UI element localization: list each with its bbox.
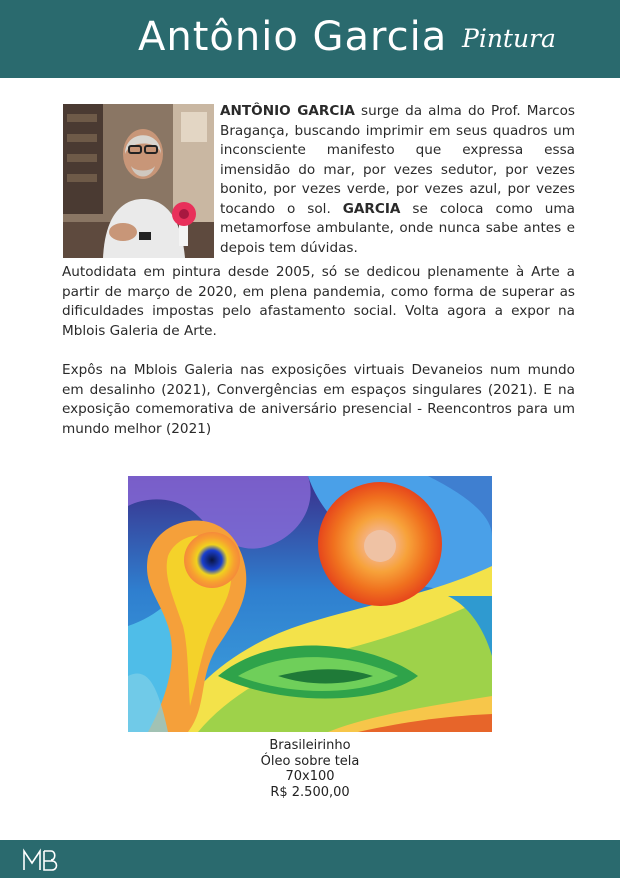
- header-bar: [0, 0, 620, 78]
- artwork-title: Brasileirinho: [269, 738, 351, 753]
- bio-text: se coloca como uma metamorfose ambulante, onde nunca sabe antes e depois tem dúvidas.: [220, 200, 575, 256]
- bio-text: surge da alma do Prof. Marcos Bragança, buscando imprimir em seus quadros um inconsciente manifesto que expressa essa imensidão do mar, por vezes sedutor, por vezes bonito, por vezes verde, por vezes azul, por vezes tocando o sol.: [220, 103, 575, 217]
- footer-bar: [0, 840, 620, 878]
- artist-surname-bold: GARCIA: [342, 200, 401, 217]
- artwork-medium: Óleo sobre tela: [260, 753, 360, 769]
- artwork-caption: [180, 738, 440, 800]
- bio-paragraph-1: [220, 102, 575, 258]
- artist-photo: [63, 104, 214, 258]
- gallery-logo: [22, 848, 62, 876]
- bio-paragraph-3: Expôs na Mblois Galeria nas exposições virtuais Devaneios num mundo em desalinho (2021), Convergências em espaços singulares (2021). E na exposição comemorativa de aniversário presencial - Reencontros para um mundo melhor (2021): [62, 362, 575, 437]
- artist-name-title: Antônio Garcia: [138, 14, 448, 60]
- artist-name-bold: ANTÔNIO GARCIA: [220, 103, 355, 119]
- artwork-dimensions: 70x100: [285, 769, 335, 784]
- category-label: Pintura: [462, 24, 556, 53]
- artwork-image: [128, 476, 492, 732]
- artwork-price: R$ 2.500,00: [270, 784, 350, 800]
- bio-paragraph-2: Autodidata em pintura desde 2005, só se dedicou plenamente à Arte a partir de março de 2020, em plena pandemia, como forma de superar as dificuldades impostas pelo afastamento social. Volta agora a expor na Mblois Galeria de Arte.: [62, 264, 575, 339]
